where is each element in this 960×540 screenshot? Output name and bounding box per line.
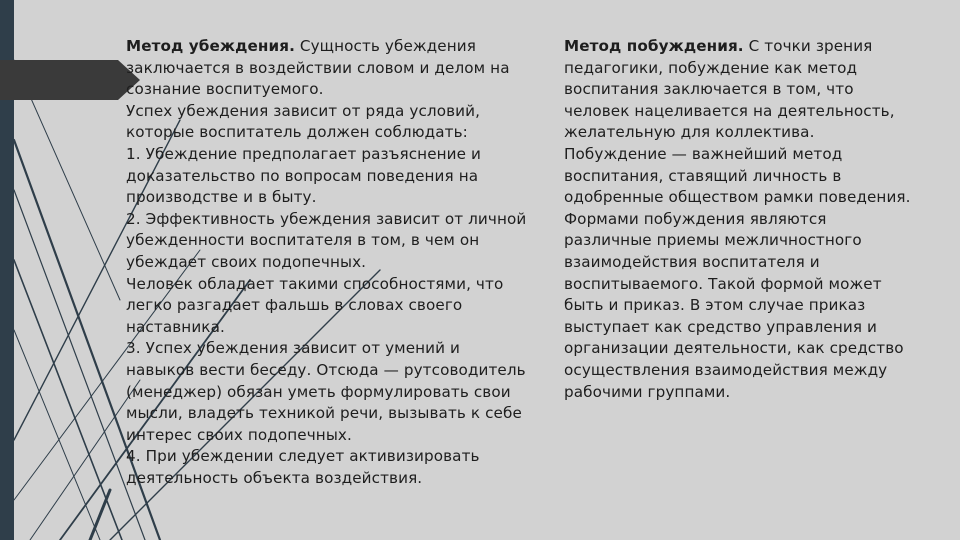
left-heading: Метод убеждения. [126,37,295,55]
decor-line-4 [14,330,100,540]
right-column [564,36,914,403]
left-paragraph-intro [126,36,528,101]
left-line-6: 4. При убеждении следует активизировать деятельность объекта воздействия. [126,447,480,487]
left-line-4: Человек обладает такими способностями, что легко разгадает фальшь в словах своего наставника. [126,274,504,336]
left-line-5: 3. Успех убеждения зависит от умений и навыков вести беседу. Отсюда — рутсоводитель (менеджер) обязан уметь формулировать свои мысли, владеть техникой речи, вызывать к себе интерес своих подопечных. [126,339,526,444]
left-line-2: 1. Убеждение предполагает разъяснение и доказательство по вопросам поведения на производстве и в быту. [126,144,481,207]
decor-line-11 [90,490,110,540]
right-heading: Метод побуждения. [564,37,744,55]
right-text: С точки зрения педагогики, побуждение как метод воспитания заключается в том, что человек нацеливается на деятельность, желательную для коллектива. Побуждение — важнейший метод воспитания, ставящий личность в одобренные обществом рамки поведения. Формами побуждения являются различные приемы межличностного взаимодействия воспитателя и воспитываемого. Такой формой может быть и приказ. В этом случае приказ выступает как средство управления и организации деятельности, как средство осуществления взаимодействия между рабочими группами. [564,37,911,401]
tab-arrow-shape [0,0,140,120]
left-line-1: Успех убеждения зависит от ряда условий, которые воспитатель должен соблюдать: [126,101,481,142]
left-column [126,36,528,489]
left-line-0: Сущность убеждения заключается в воздействии словом и делом на сознание воспитуемого. [126,37,510,99]
left-line-3: 2. Эффективность убеждения зависит от личной убежденности воспитателя в том, в чем он убеждает своих подопечных. [126,209,527,271]
right-paragraph [564,36,914,403]
